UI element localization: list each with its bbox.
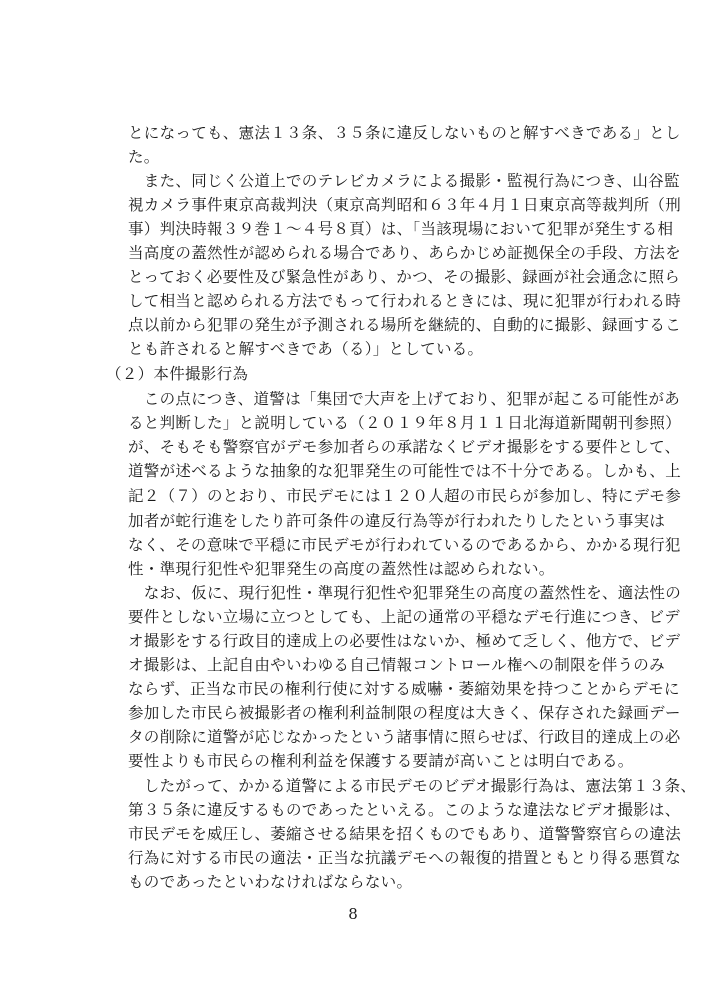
body-line: また、同じく公道上でのテレビカメラによる撮影・監視行為につき、山谷監	[128, 172, 680, 190]
body-line: 記２（７）のとおり、市民デモには１２０人超の市民らが参加し、特にデモ参	[128, 487, 682, 505]
body-line: とになっても、憲法１３条、３５条に違反しないものと解すべきである」とし	[128, 124, 681, 142]
body-line: 加者が蛇行進をしたり許可条件の違反行為等が行われたりしたという事実は	[128, 512, 666, 530]
body-line: とっておく必要性及び緊急性があり、かつ、その撮影、録画が社会通念に照ら	[128, 268, 681, 286]
body-line: 市民デモを威圧し、萎縮させる結果を招くものでもあり、道警警察官らの違法	[128, 825, 682, 843]
section-heading: （２）本件撮影行為	[106, 365, 249, 383]
body-line: ものであったといわなければならない。	[128, 873, 413, 891]
body-line: とも許されると解すべきであ（る）」としている。	[128, 340, 484, 358]
body-line: 当高度の蓋然性が認められる場合であり、あらかじめ証拠保全の手段、方法を	[128, 244, 682, 262]
body-line: が、そもそも警察官がデモ参加者らの承諾なくビデオ撮影をする要件として、	[128, 438, 681, 456]
body-line: なお、仮に、現行犯性・準現行犯性や犯罪発生の高度の蓋然性を、適法性の	[128, 584, 682, 602]
body-line: 事）判決時報３９巻１～４号８頁）は、「当該現場において犯罪が発生する相	[128, 220, 674, 238]
body-line: 点以前から犯罪の発生が予測される場所を継続的、自動的に撮影、録画するこ	[128, 316, 682, 334]
body-line: 道警が述べるような抽象的な犯罪発生の可能性では不十分である。しかも、上	[128, 462, 682, 480]
body-line: なく、その意味で平穏に市民デモが行われているのであるから、かかる現行犯	[128, 536, 681, 554]
body-line: オ撮影をする行政目的達成上の必要性はないか、極めて乏しく、他方で、ビデ	[128, 632, 681, 650]
body-line: 参加した市民ら被撮影者の権利利益制限の程度は大きく、保存された録画デー	[128, 704, 681, 722]
page-number: 8	[348, 905, 358, 923]
body-line: ると判断した」と説明している（２０１９年８月１１日北海道新聞朝刊参照）	[128, 414, 682, 432]
body-line: したがって、かかる道警による市民デモのビデオ撮影行為は、憲法第１３条、	[128, 777, 697, 795]
body-line: して相当と認められる方法でもって行われるときには、現に犯罪が行われる時	[128, 292, 682, 310]
body-line: この点につき、道警は「集団で大声を上げており、犯罪が起こる可能性があ	[128, 390, 681, 408]
body-line: 第３５条に違反するものであったといえる。このような違法なビデオ撮影は、	[128, 801, 681, 819]
body-line: タの削除に道警が応じなかったという諸事情に照らせば、行政目的達成上の必	[128, 728, 681, 746]
body-line: 要性よりも市民らの権利利益を保護する要請が高いことは明白である。	[128, 752, 634, 770]
body-line: 性・準現行犯性や犯罪発生の高度の蓋然性は認められない。	[128, 560, 555, 578]
body-line: オ撮影は、上記自由やいわゆる自己情報コントロール権への制限を伴うのみ	[128, 656, 665, 674]
body-line: 行為に対する市民の適法・正当な抗議デモへの報復的措置ともとり得る悪質な	[128, 849, 682, 867]
body-line: ならず、正当な市民の権利行使に対する威嚇・萎縮効果を持つことからデモに	[128, 680, 680, 698]
body-line: 視カメラ事件東京高裁判決（東京高判昭和６３年４月１日東京高等裁判所（刑	[128, 196, 682, 214]
body-line: た。	[128, 148, 160, 166]
body-line: 要件としない立場に立つとしても、上記の通常の平穏なデモ行進につき、ビデ	[128, 608, 681, 626]
